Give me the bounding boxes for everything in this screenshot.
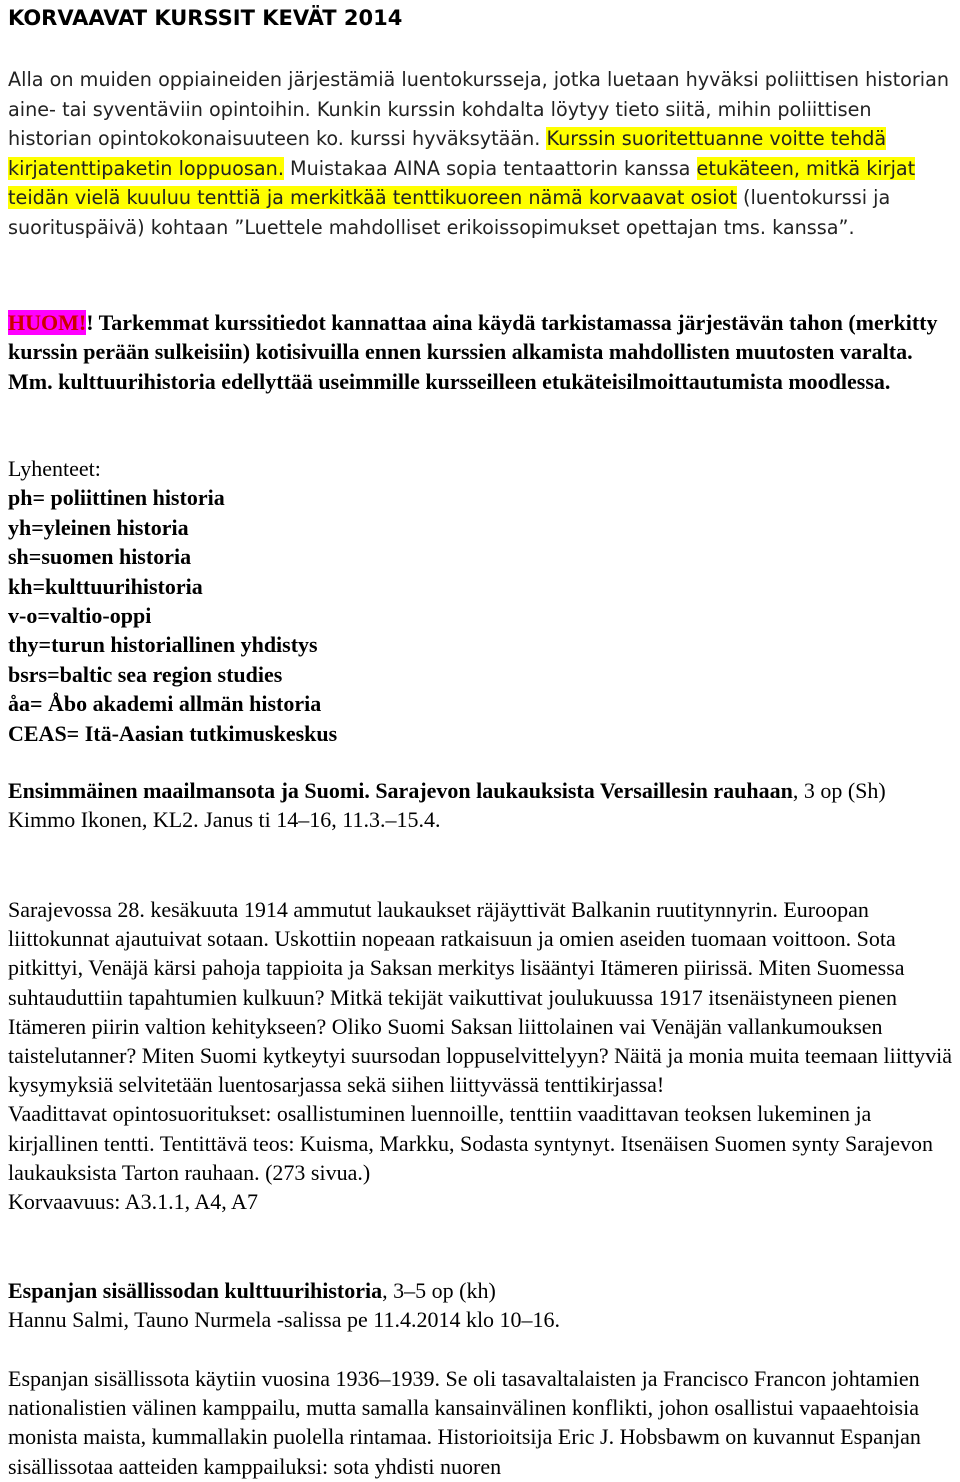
- course-1-header: [8, 776, 954, 835]
- course-2-credits: , 3–5 op (kh): [382, 1278, 496, 1303]
- course-1-title: Ensimmäinen maailmansota ja Suomi. Sarajevon laukauksista Versaillesin rauhaan: [8, 778, 793, 803]
- intro-paragraph: [8, 65, 954, 243]
- intro-highlight-2: etukäteen, mitkä kirjat teidän vielä kuuluu tenttiä ja merkitkää tenttikuoreen nämä korvaavat osiot: [8, 156, 916, 210]
- abbreviation-item: thy=turun historiallinen yhdistys: [8, 632, 318, 658]
- huom-label: HUOM!: [8, 310, 87, 335]
- course-1-credits: , 3 op (Sh): [792, 778, 886, 803]
- abbreviation-item: yh=yleinen historia: [8, 514, 189, 540]
- intro-text-2: Muistakaa AINA sopia tentaattorin kanssa: [283, 156, 697, 180]
- abbreviation-item: bsrs=baltic sea region studies: [8, 661, 283, 687]
- intro-text-3: (luentokurssi ja suorituspäivä) kohtaan ”Luettele mahdolliset erikoissopimukset opettajan tms. kanssa”.: [8, 186, 891, 239]
- document-title: KORVAAVAT KURSSIT KEVÄT 2014: [8, 6, 403, 30]
- course-1-equivalence: Korvaavuus: A3.1.1, A4, A7: [8, 1189, 258, 1215]
- course-2-header: [8, 1276, 954, 1335]
- course-2-body: [8, 1364, 958, 1481]
- course-2-description: Espanjan sisällissota käytiin vuosina 1936–1939. Se oli tasavaltalaisten ja Francisco Francon johtamien nationalistien välinen kamppailu, mutta samalla kansainvälinen konflikti, johon osallistui vapaaehtoisia monista maista, kummallakin puolella rintamaa. Historioitsija Eric J. Hobsbawm on kuvannut Espanjan sisällissotaa aatteiden kamppailuksi: sota yhdisti nuoren: [8, 1366, 921, 1479]
- course-2-details: Hannu Salmi, Tauno Nurmela -salissa pe 11.4.2014 klo 10–16.: [8, 1307, 561, 1333]
- huom-text: ! Tarkemmat kurssitiedot kannattaa aina käydä tarkistamassa järjestävän tahon (merkitty kurssin perään sulkeisiin) kotisivuilla ennen kurssien alkamista mahdollisten muutosten varalta. Mm. kulttuurihistoria edellyttää useimmille kursseilleen etukäteisilmoittautumista moodlessa.: [8, 310, 938, 394]
- abbreviation-item: ph= poliittinen historia: [8, 485, 225, 511]
- abbreviation-item: åa= Åbo akademi allmän historia: [8, 691, 322, 717]
- course-1-description: Sarajevossa 28. kesäkuuta 1914 ammutut laukaukset räjäyttivät Balkanin ruutitynnyrin. Euroopan liittokunnat ajautuivat sotaan. Uskottiin nopeaan ratkaisuun ja omien aseiden tuomaan voittoon. Sota pitkittyi, Venäjä kärsi pahoja tappioita ja Saksan merkitys lisääntyi Itämeren piirissä. Miten Suomessa suhtauduttiin tapahtumien kulkuun? Mitkä tekijät vaikuttivat joulukuussa 1917 itsenäistyneen pienen Itämeren piirin valtion kehitykseen? Oliko Suomi Saksan liittolainen vai Venäjän vallankumouksen taistelutanner? Miten Suomi kytkeytyi suursodan loppuselvittelyyn? Näitä ja monia muita teemaan liittyviä kysymyksiä selvitetään luentosarjassa sekä siihen liittyvässä tenttikirjassa!: [8, 897, 952, 1098]
- abbreviation-item: v-o=valtio-oppi: [8, 603, 152, 629]
- course-1-details: Kimmo Ikonen, KL2. Janus ti 14–16, 11.3.–15.4.: [8, 807, 441, 833]
- course-1-body: [8, 895, 958, 1216]
- intro-highlight-1: Kurssin suoritettuanne voitte tehdä kirjatenttipaketin loppuosan.: [8, 127, 887, 180]
- huom-notice: [8, 308, 954, 396]
- abbreviations-heading: Lyhenteet:: [8, 456, 101, 481]
- abbreviation-item: sh=suomen historia: [8, 544, 192, 570]
- abbreviations-list: [8, 454, 954, 748]
- abbreviation-item: CEAS= Itä-Aasian tutkimuskeskus: [8, 720, 338, 746]
- abbreviation-item: kh=kulttuurihistoria: [8, 573, 203, 599]
- course-2-title: Espanjan sisällissodan kulttuurihistoria: [8, 1278, 383, 1303]
- course-1-requirements: Vaadittavat opintosuoritukset: osallistuminen luennoille, tenttiin vaadittavan teoksen lukeminen ja kirjallinen tentti. Tentittävä teos: Kuisma, Markku, Sodasta syntynyt. Itsenäisen Suomen synty Sarajevon laukauksista Tarton rauhaan. (273 sivua.): [8, 1101, 933, 1185]
- intro-text: Alla on muiden oppiaineiden järjestämiä luentokursseja, jotka luetaan hyväksi poliittisen historian aine- tai syventäviin opintoihin. Kunkin kurssin kohdalta löytyy tieto siitä, mihin poliittisen historian opintokokonaisuuteen ko. kurssi hyväksytään.: [8, 68, 950, 151]
